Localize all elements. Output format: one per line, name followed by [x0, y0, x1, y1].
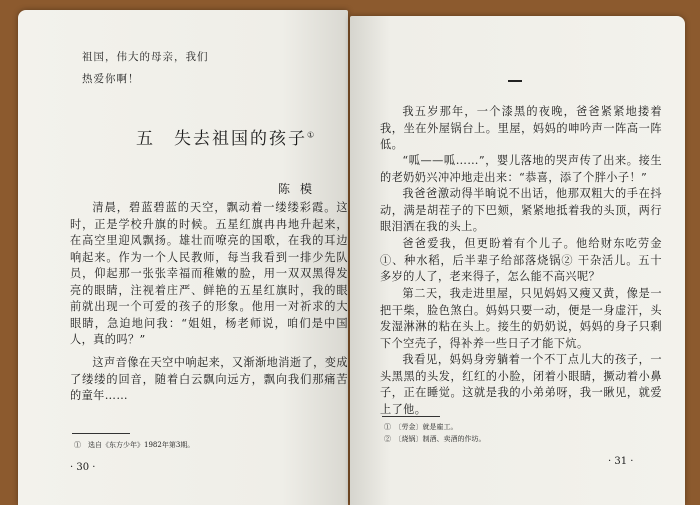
author-name: 陈模 [278, 182, 323, 196]
page-number-31: · 31 · [608, 456, 634, 467]
section-mark [508, 80, 522, 82]
right-paragraph-1: 我五岁那年，一个漆黑的夜晚，爸爸紧紧地搂着我，坐在外屋锅台上。里屋，妈妈的呻吟声一阵高一阵低。 [380, 105, 662, 151]
right-paragraph-3: 我爸爸激动得半晌说不出话，他那双粗大的手在抖动，满是胡茬子的下巴颏，紧紧地抵着我的头顶，两行眼泪洒在我的头上。 [380, 187, 662, 233]
epigraph-line-2: 热爱你啊！ [82, 73, 140, 85]
chapter-title-text: 五 失去祖国的孩子 [136, 129, 307, 149]
left-paragraph-2: 这声音像在天空中响起来，又渐渐地消逝了，变成了缕缕的回音，随着白云飘向远方，飘向我们那痛苦的童年…… [70, 356, 348, 402]
right-page [350, 16, 685, 505]
right-footnote-2: ② 〔烧锅〕制酒、卖酒的作坊。 [384, 435, 486, 443]
chapter-title [136, 124, 316, 149]
footnote-rule [72, 433, 130, 434]
right-paragraph-6: 我看见，妈妈身旁躺着一个不丁点儿大的孩子，一头黑黑的头发，红红的小脸，闭着小眼睛，撅动着小鼻子，正在睡觉。这就是我的小弟弟呀，我一瞅见，就爱上了他。 [380, 353, 662, 416]
epigraph-line-1: 祖国，伟大的母亲，我们 [82, 51, 209, 63]
right-paragraph-4: 爸爸爱我，但更盼着有个儿子。他给财东吃劳金①、种水稻，后半辈子给部落烧锅② 干杂活儿。五十多岁的人了，老来得子，怎么能不高兴呢？ [380, 237, 662, 283]
right-paragraph-5: 第二天，我走进里屋，只见妈妈又瘦又黄，像是一把干柴，脸色煞白。妈妈只要一动，便是一身虚汗，头发湿淋淋的粘在头上。接生的奶奶说，妈妈的身子只剩下个空壳子，得补养一些日子才能下炕。 [380, 287, 662, 350]
footnote-rule [382, 416, 440, 417]
left-paragraph-1: 清晨，碧蓝碧蓝的天空，飘动着一缕缕彩霞。这时，正是学校升旗的时候。五星红旗冉冉地升起来，在高空里迎风飘扬。雄壮而嘹亮的国歌，在我的耳边响起来。作为一个人民教师，每当我看到一排少先队员，仰起那一张张幸福而稚嫩的脸，用一双双黑得发亮的眼睛，注视着庄严、鲜艳的五星红旗时，我的眼前就出现一个可爱的孩子的形象。他用一对祈求的大眼睛，急迫地问我：“姐姐，杨老师说，咱们是中国人，真的吗？” [70, 201, 348, 346]
left-footnote: ① 选自《东方少年》1982年第3期。 [74, 441, 195, 449]
right-paragraph-2: “呱——呱……”，婴儿落地的哭声传了出来。接生的老奶奶兴冲冲地走出来：“恭喜，添了个胖小子！” [380, 154, 662, 184]
page-number-30: · 30 · [70, 462, 96, 473]
chapter-note-mark: ① [307, 130, 317, 140]
epigraph [82, 46, 209, 90]
left-page [18, 10, 348, 505]
right-footnote-1: ① 〔劳金〕就是雇工。 [384, 423, 458, 431]
